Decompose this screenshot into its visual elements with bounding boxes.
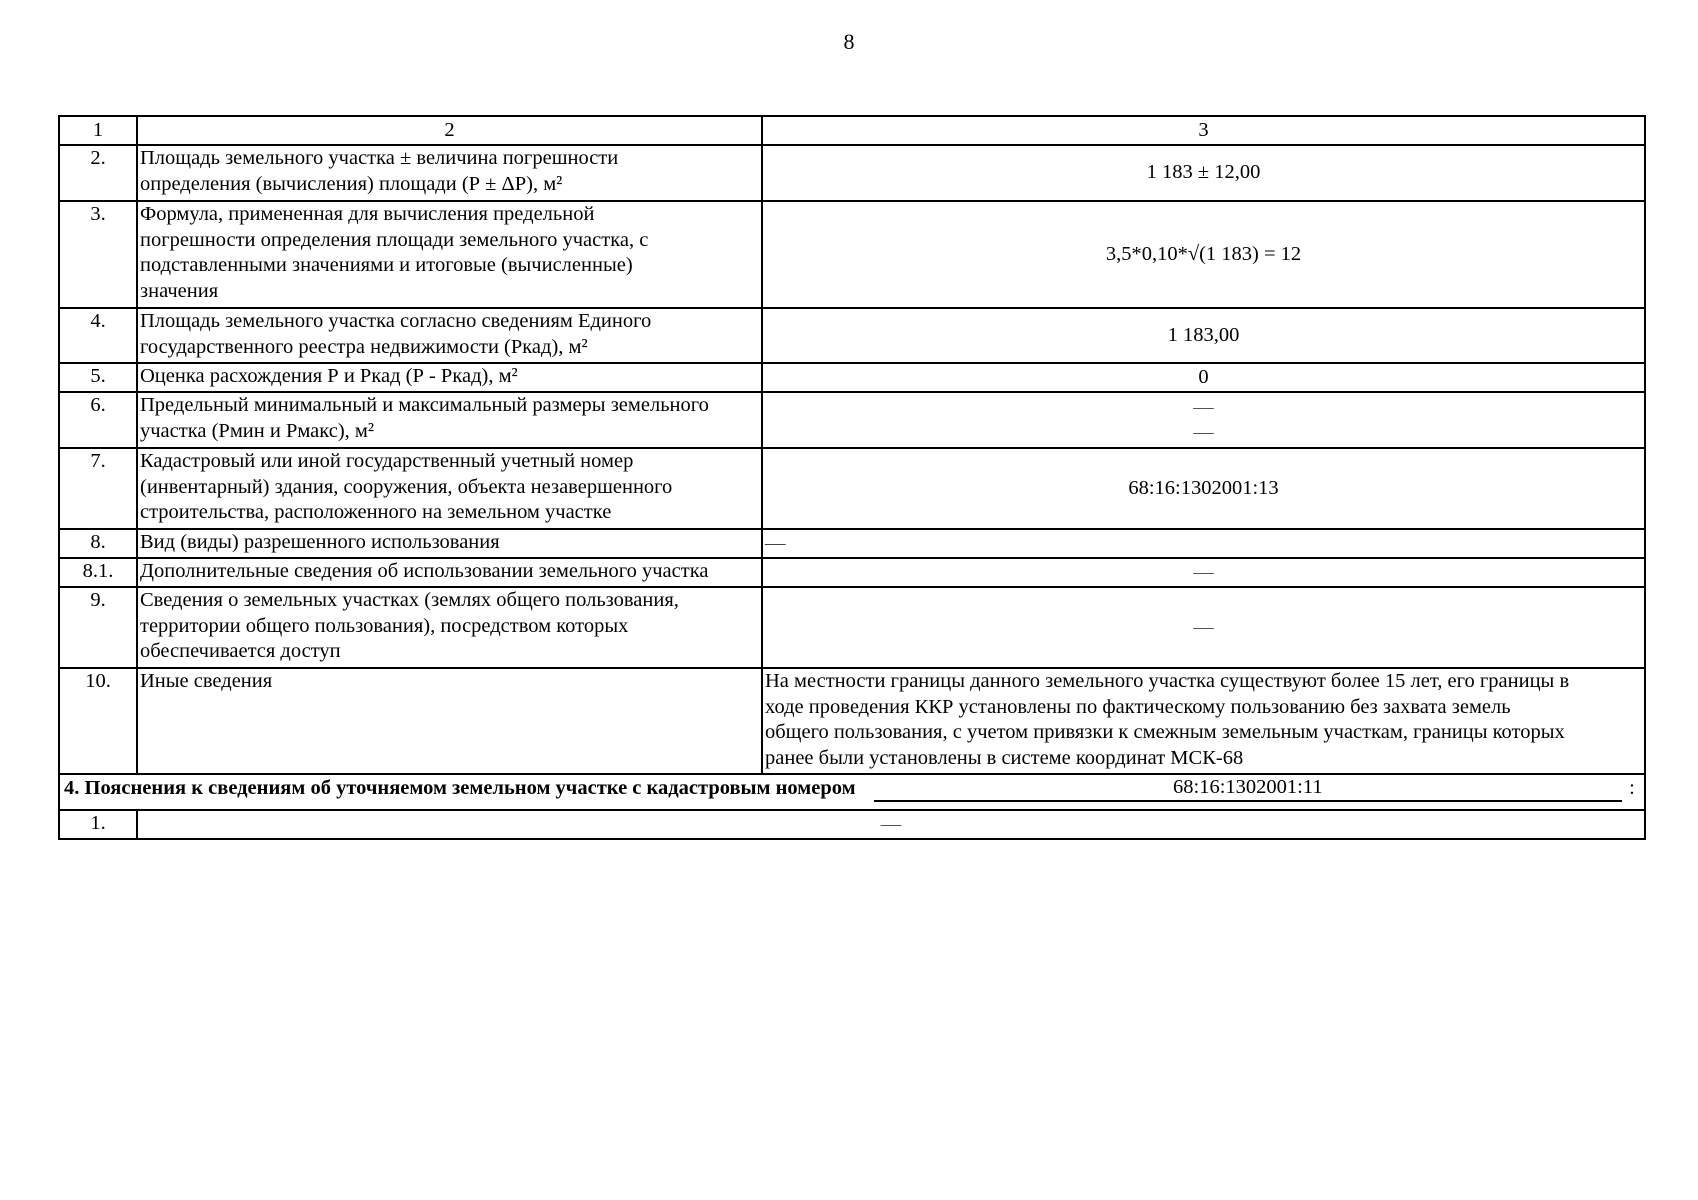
value-line: ходе проведения ККР установлены по фактическому пользованию без захвата земель bbox=[765, 695, 1511, 718]
row-label bbox=[137, 363, 762, 392]
label-line: обеспечивается доступ bbox=[140, 640, 341, 662]
table-row-other-info bbox=[59, 668, 1645, 774]
label-line: государственного реестра недвижимости (Ркад), м² bbox=[140, 335, 588, 358]
table-row-additional-use bbox=[59, 558, 1645, 587]
label-line: Площадь земельного участка ± величина погрешности bbox=[140, 147, 619, 169]
label-line: участка (Рмин и Рмакс), м² bbox=[140, 419, 375, 442]
row-number: 2. bbox=[59, 145, 137, 201]
table-row-formula bbox=[59, 201, 1645, 308]
row-label bbox=[137, 145, 762, 201]
row-label bbox=[137, 558, 762, 587]
row-label bbox=[137, 529, 762, 558]
row-value: 0 bbox=[762, 363, 1645, 392]
max-size-value: — bbox=[1193, 421, 1214, 443]
label-line: (инвентарный) здания, сооружения, объекта незавершенного bbox=[140, 475, 673, 498]
label-line: погрешности определения площади земельного участка, с bbox=[140, 228, 649, 251]
min-size-value: — bbox=[1193, 395, 1214, 418]
table-row-permitted-use bbox=[59, 529, 1645, 558]
header-col-1: 1 bbox=[59, 116, 137, 145]
label-line: Иные сведения bbox=[140, 670, 273, 692]
value-line: ранее были установлены в системе координат МСК-68 bbox=[765, 746, 1244, 769]
row-value: 1 183 ± 12,00 bbox=[762, 145, 1645, 201]
label-line: Предельный минимальный и максимальный размеры земельного bbox=[140, 394, 709, 416]
table-row-area bbox=[59, 145, 1645, 201]
row-number: 5. bbox=[59, 363, 137, 392]
label-line: подставленными значениями и итоговые (вычисленные) bbox=[140, 254, 633, 276]
label-line: Вид (виды) разрешенного использования bbox=[140, 531, 500, 553]
row-number: 4. bbox=[59, 308, 137, 363]
row-value bbox=[762, 668, 1645, 774]
label-line: Дополнительные сведения об использовании земельного участка bbox=[140, 560, 709, 582]
value-line: общего пользования, с учетом привязки к смежным земельным участкам, границы которых bbox=[765, 721, 1565, 743]
section-4-heading-row bbox=[59, 774, 1645, 810]
land-plot-info-table bbox=[58, 115, 1646, 840]
row-label bbox=[137, 201, 762, 308]
row-number: 1. bbox=[59, 810, 137, 839]
row-number: 6. bbox=[59, 392, 137, 448]
section-4-colon: : bbox=[1629, 776, 1635, 799]
row-label bbox=[137, 587, 762, 668]
label-line: строительства, расположенного на земельном участке bbox=[140, 501, 612, 523]
section-4-cadastral-number: 68:16:1302001:11 bbox=[874, 775, 1622, 802]
page-number: 8 bbox=[843, 29, 855, 54]
row-number: 10. bbox=[59, 668, 137, 774]
header-col-2: 2 bbox=[137, 116, 762, 145]
label-line: Оценка расхождения Р и Ркад (Р - Ркад), м² bbox=[140, 365, 518, 387]
table-row-building-number bbox=[59, 448, 1645, 529]
table-row-discrepancy bbox=[59, 363, 1645, 392]
row-value: — bbox=[762, 529, 1645, 558]
row-label bbox=[137, 448, 762, 529]
column-number-header-row bbox=[59, 116, 1645, 145]
row-label bbox=[137, 308, 762, 363]
table-row-egrn-area bbox=[59, 308, 1645, 363]
label-line: Формула, примененная для вычисления предельной bbox=[140, 203, 595, 225]
section-4-row-1 bbox=[59, 810, 1645, 839]
row-value: — bbox=[762, 587, 1645, 668]
row-number: 8. bbox=[59, 529, 137, 558]
table-row-min-max-size bbox=[59, 392, 1645, 448]
section-4-heading bbox=[59, 774, 1645, 810]
label-line: территории общего пользования), посредством которых bbox=[140, 614, 629, 637]
row-value: 68:16:1302001:13 bbox=[762, 448, 1645, 529]
label-line: Кадастровый или иной государственный учетный номер bbox=[140, 450, 634, 472]
row-number: 3. bbox=[59, 201, 137, 308]
label-line: определения (вычисления) площади (Р ± ΔР), м² bbox=[140, 172, 563, 195]
row-value: 3,5*0,10*√(1 183) = 12 bbox=[762, 201, 1645, 308]
row-value: 1 183,00 bbox=[762, 308, 1645, 363]
label-line: значения bbox=[140, 279, 219, 302]
value-line: На местности границы данного земельного участка существуют более 15 лет, его границы в bbox=[765, 670, 1570, 692]
row-value bbox=[762, 392, 1645, 448]
row-value: — bbox=[137, 810, 1645, 839]
section-4-title: 4. Пояснения к сведениям об уточняемом земельном участке с кадастровым номером bbox=[64, 776, 856, 799]
row-label bbox=[137, 668, 762, 774]
header-col-3: 3 bbox=[762, 116, 1645, 145]
label-line: Площадь земельного участка согласно сведениям Единого bbox=[140, 310, 652, 332]
label-line: Сведения о земельных участках (землях общего пользования, bbox=[140, 589, 679, 611]
row-label bbox=[137, 392, 762, 448]
row-number: 9. bbox=[59, 587, 137, 668]
row-value: — bbox=[762, 558, 1645, 587]
row-number: 7. bbox=[59, 448, 137, 529]
table-row-access-plots bbox=[59, 587, 1645, 668]
row-number: 8.1. bbox=[59, 558, 137, 587]
